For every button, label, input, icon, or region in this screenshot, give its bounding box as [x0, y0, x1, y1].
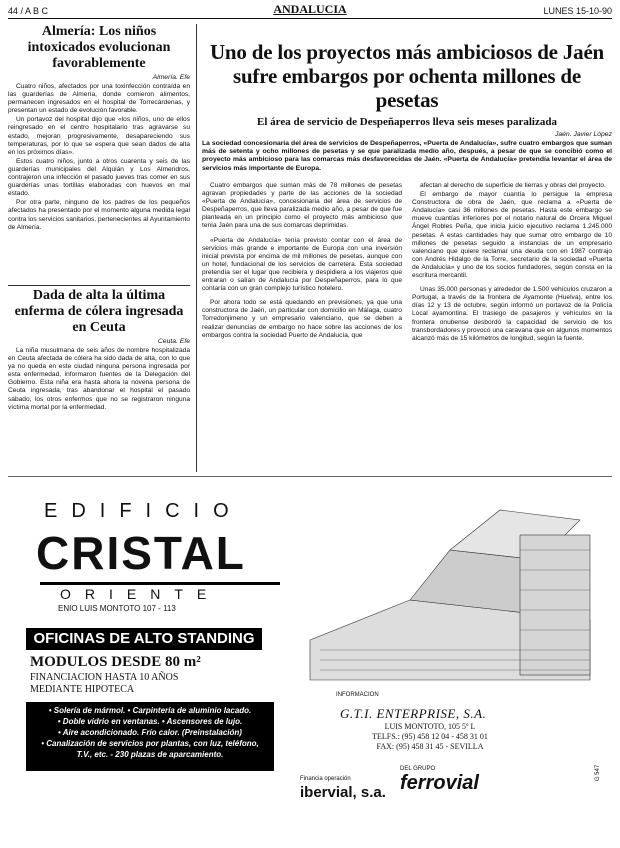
feature-line: • Canalización de servicios por plantas, con luz, teléfono, — [41, 739, 259, 748]
ad-address: ENIO LUIS MONTOTO 107 - 113 — [58, 604, 176, 613]
paragraph: La niña musulmana de seis años de nombre hospitalizada en Ceuta afectada de cólera ha sido dada de alta, con lo que ya no queda en este ciudad ninguna persona ingresada por esta enfermedad, informaron fuentes de la Delegación del Gobierno. Esta niña era hasta ahora la novena persona de Ceuta ingresada, tras abandonar el hospital el pasado sábado, los otros enfermos que no se registraron ninguna víctima mortal por la enfermedad. — [8, 347, 190, 411]
ad-company-address — [350, 722, 510, 752]
main-lead: La sociedad concesionaria del área de servicios de Despeñaperros, «Puerta de Andalucía», sufre cuatro embargos que suman más de setenta y ocho millones de pesetas y se que paralizada medio año, después, a pesar de que se concibió como el proyecto más ambicioso para las comarcas más desfavorecidas de Jaén. «Puerta de Andalucía» pretendía levantar el área de servicios más importante de Europa. — [202, 140, 612, 172]
feature-line: • Solería de mármol. • Carpintería de aluminio lacado. — [48, 706, 252, 715]
page-header — [8, 2, 612, 19]
paragraph: El embargo de mayor cuantía lo persigue la empresa Constructora de obra de Jaén, que reclama a «Puerta de Andalucía» casi 36 millones de pesetas. Hasta este embargo se mueve cuantías inferiores por el notario natural de Orcera Miguel Ángel Robles Peña, que inicia juicio ejecutivo reclama 1.245.000 pesetas. A estas cantidades hay que sumar otro embargo de 10 millones de pesetas seguido a instancias de un empresario valenciano que quiere reclamar una deuda con en 1987 contrajo con Andrés Hidalgo de la Torre, secretario de la sociedad «Puerta de Andalucía» y uno de los socios fundadores, según consta en la escritura mercantil. — [412, 191, 612, 280]
main-article — [202, 40, 612, 474]
ad-offices-banner: OFICINAS DE ALTO STANDING — [26, 628, 262, 650]
address-line: LUIS MONTOTO, 105 5º L — [384, 722, 476, 731]
paragraph: «Puerta de Andalucía» tenía previsto contar con el área de servicios más grande e importante de Europa con una inversión inicial prevista por encima de mil millones de pesetas, aunque con un hotel, fundacional de los servicios de carretera. Esta sociedad pretendía ser el lugar que recibiera y despidiera a los viajeros que entraran o salían de Andalucía por Despeñaperros, para lo que contaría con un gran complejo turístico hotelero. — [202, 236, 402, 293]
ad-underline — [40, 582, 280, 585]
ad-edificio: EDIFICIO — [44, 500, 243, 522]
tower-block — [310, 510, 590, 680]
feature-line: • Doble vidrio en ventanas. • Ascensores de lujo. — [57, 717, 243, 726]
paragraph: Estos cuatro niños, junto a otros cuarenta y seis de las guarderías municipales del Alquián y Los Almendros, contrajeron una infección el pasado jueves tras comer en sus guarderías unas tortillas elaboradas con huevos en mal estado. — [8, 157, 190, 198]
main-body-column-1 — [202, 182, 402, 472]
issue-date: LUNES 15-10-90 — [543, 6, 612, 16]
ad-info-label: INFORMACION — [336, 692, 379, 698]
paragraph: Por otra parte, ninguno de los padres de los pequeños afectados ha presentado por el momento alguna medida legal contra los servicios sanitarios, pertenecientes al Ayuntamiento de Almería. — [8, 199, 190, 231]
ad-code: G 547 — [595, 764, 602, 782]
article-headline-almeria: Almería: Los niños intoxicados evolucionan favorablemente — [27, 24, 171, 71]
column-rule — [196, 24, 197, 472]
byline-ceuta: Ceuta. Efe — [157, 338, 190, 345]
byline-almeria: Almería. Efe — [152, 74, 190, 81]
paragraph: Por ahora todo se está quedando en previsiones, ya que una constructora de Jaén, un particular con domicilio en Málaga, cuatro Torredonjimeno y un empresario valenciano, que se deben a realizar denuncias de embargo no hace sobre las acciones de los embargos contra la sociedad Puerto de Andalucía, que — [202, 299, 402, 339]
ad-company-name: G.T.I. ENTERPRISE, S.A. — [340, 706, 487, 721]
ad-financed-label: Financia operación — [300, 776, 351, 782]
building-illustration — [290, 490, 610, 690]
ibervial-logo: ibervial, s.a. — [300, 784, 386, 801]
feature-line: • Aire acondicionado. Frío calor. (Preinstalación) — [58, 728, 242, 737]
ad-cristal-logo: CRISTAL — [36, 527, 246, 579]
main-byline: Jaén. Javier López — [554, 131, 612, 138]
article-headline-ceuta: Dada de alta la última enferma de cólera ingresada en Ceuta — [14, 288, 184, 335]
paragraph: Un portavoz del hospital dijo que «los niños, uno de ellos reingresado en el centro hospitalario tras agravarse su estado, mejoran progresivamente, desapareciendo sus temperaturas, por lo que se espera que sean dados de alta en los próximos días». — [8, 116, 190, 156]
divider — [8, 285, 190, 286]
ad-group-label: DEL GRUPO — [400, 766, 436, 772]
section-title: ANDALUCIA — [273, 2, 347, 16]
article-body-ceuta — [8, 347, 190, 467]
ferrovial-logo: ferrovial — [400, 772, 479, 794]
paragraph: Cuatro niños, afectados por una toxinfección contraída en las guarderías de Almería, donde comieron alimentos, permanecen ingresados en el hospital de Torrecárdenas, y presentan un estado de evolución favorable. — [8, 83, 190, 115]
left-column — [8, 24, 190, 474]
article-body-almeria — [8, 83, 190, 283]
main-headline: Uno de los proyectos más ambiciosos de Jaén sufre embargos por ochenta millones de pesetas — [209, 40, 605, 112]
paragraph: Cuatro embargos que suman más de 78 millones de pesetas agravan propiedades y parte de las acciones de la sociedad «Puerta de Andalucía», concesionaria del área de servicios de Despeñaperros, que lleva paralizada medio año, a pesar de que fue planteada en un principio como el proyecto más ambicioso que tenía Jaén para una de sus comarcas deprimidas. — [202, 182, 402, 230]
ad-financing: FINANCIACION HASTA 10 AÑOS MEDIANTE HIPOTECA — [30, 672, 179, 695]
main-subheadline: El área de servicio de Despeñaperros lleva seis meses paralizada — [257, 116, 557, 128]
ad-features-box — [26, 702, 274, 771]
ad-oriente: ORIENTE — [60, 586, 221, 602]
paragraph: afectan al derecho de superficie de tierras y obras del proyecto. — [420, 182, 606, 189]
ad-modules: MODULOS DESDE 80 m² — [30, 654, 201, 670]
paragraph: Unas 35.000 personas y alrededor de 1.500 vehículos cruzaron a Portugal, a través de la frontera de Ayamonte (Huelva), entre los días 12 y 13 de octubre, según informó un portavoz de la Policía Local ayamontina. El trasiego de pasajeros y vehículos en la frontera onubense desbordó la capacidad de servicio de los transbordadores y provocó una caravana que en algunos momentos alcanzó más de 15 kilómetros de longitud, según la fuente. — [412, 286, 612, 342]
main-body-column-2 — [412, 182, 612, 472]
page-number: 44 / A B C — [8, 6, 49, 16]
fax-line: FAX: (95) 458 31 45 - SEVILLA — [376, 742, 484, 751]
feature-line: T.V., etc. - 230 plazas de aparcamiento. — [76, 750, 224, 759]
phone-line: TELFS.: (95) 458 12 04 - 458 31 01 — [372, 732, 488, 741]
